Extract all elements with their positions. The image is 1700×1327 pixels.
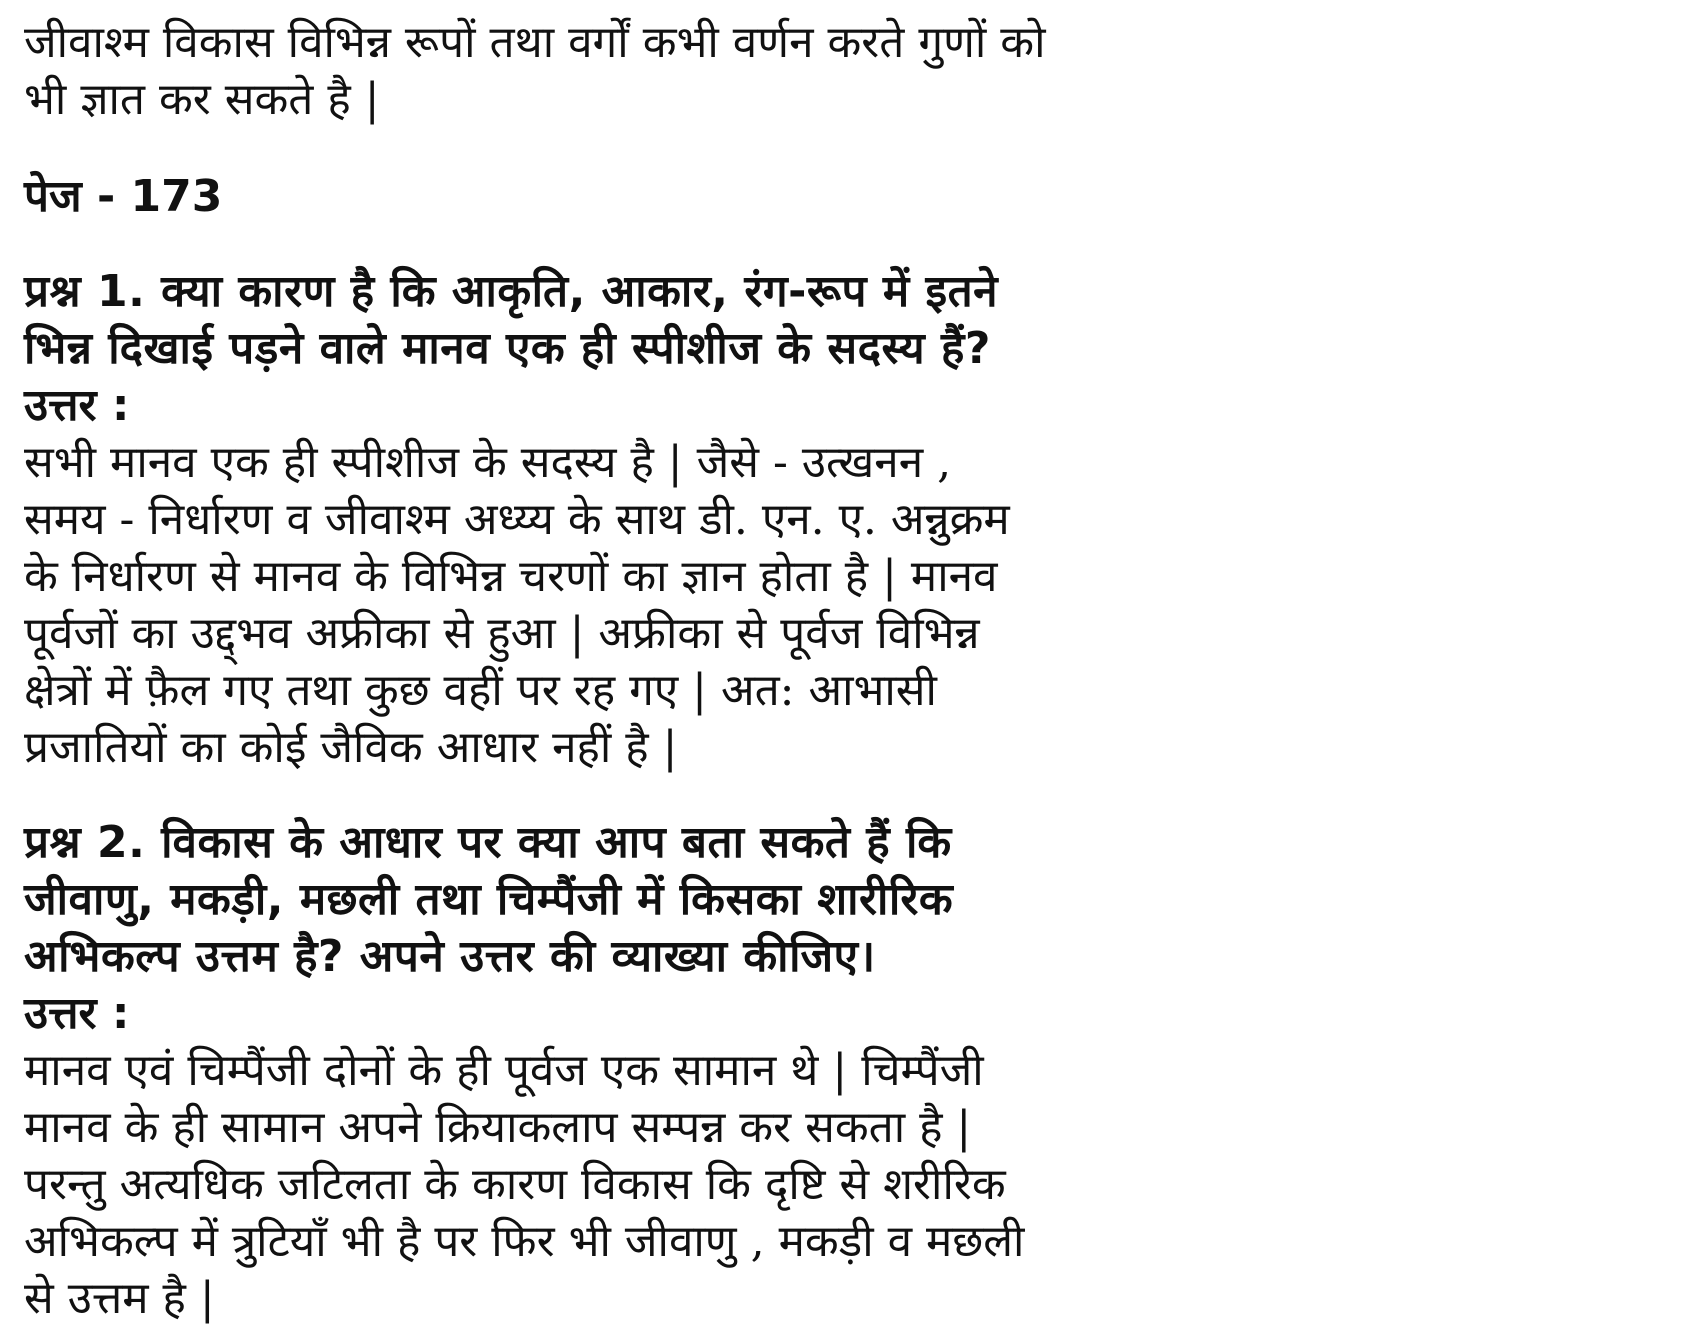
- question-line: अभिकल्प उत्तम है? अपने उत्तर की व्याख्या कीजिए।: [24, 931, 876, 982]
- answer-line: क्षेत्रों में फ़ैल गए तथा कुछ वहीं पर रह गए | अत: आभासी: [24, 665, 937, 716]
- page-number-label: पेज - 173: [24, 171, 223, 222]
- answer-label: उत्तर :: [24, 380, 130, 431]
- question-line: प्रश्न 1. क्या कारण है कि आकृति, आकार, रंग-रूप में इतने: [24, 266, 999, 317]
- question-line: जीवाणु, मकड़ी, मछली तथा चिम्पैंजी में किसका शारीरिक: [24, 874, 954, 925]
- answer-line: प्रजातियों का कोई जैविक आधार नहीं है |: [24, 722, 678, 773]
- answer-line: पूर्वजों का उद्द्भव अफ्रीका से हुआ | अफ्रीका से पूर्वज विभिन्न: [24, 608, 980, 659]
- answer-line: से उत्तम है |: [24, 1273, 215, 1324]
- intro-line: जीवाश्म विकास विभिन्न रूपों तथा वर्गों कभी वर्णन करते गुणों को: [24, 17, 1046, 68]
- question-line: प्रश्न 2. विकास के आधार पर क्या आप बता सकते हैं कि: [24, 817, 952, 868]
- answer-line: अभिकल्प में त्रुटियाँ भी है पर फिर भी जीवाणु , मकड़ी व मछली: [24, 1216, 1025, 1267]
- answer-line: मानव एवं चिम्पैंजी दोनों के ही पूर्वज एक सामान थे | चिम्पैंजी: [24, 1045, 984, 1096]
- answer-line: परन्तु अत्यधिक जटिलता के कारण विकास कि दृष्टि से शरीरिक: [24, 1159, 1006, 1210]
- intro-line: भी ज्ञात कर सकते है |: [24, 74, 380, 125]
- intro-paragraph: [24, 14, 1204, 128]
- question-block-2: [24, 814, 1204, 1327]
- answer-line: मानव के ही सामान अपने क्रियाकलाप सम्पन्न कर सकता है |: [24, 1102, 972, 1153]
- answer-line: सभी मानव एक ही स्पीशीज के सदस्य है | जैसे - उत्खनन ,: [24, 437, 952, 488]
- answer-line: समय - निर्धारण व जीवाश्म अध्य्य के साथ डी. एन. ए. अन्नुक्रम: [24, 494, 1010, 545]
- question-block-1: [24, 263, 1204, 776]
- question-line: भिन्न दिखाई पड़ने वाले मानव एक ही स्पीशीज के सदस्य हैं?: [24, 323, 991, 374]
- answer-label: उत्तर :: [24, 988, 130, 1039]
- document-page: [24, 14, 1204, 1327]
- answer-line: के निर्धारण से मानव के विभिन्न चरणों का ज्ञान होता है | मानव: [24, 551, 998, 602]
